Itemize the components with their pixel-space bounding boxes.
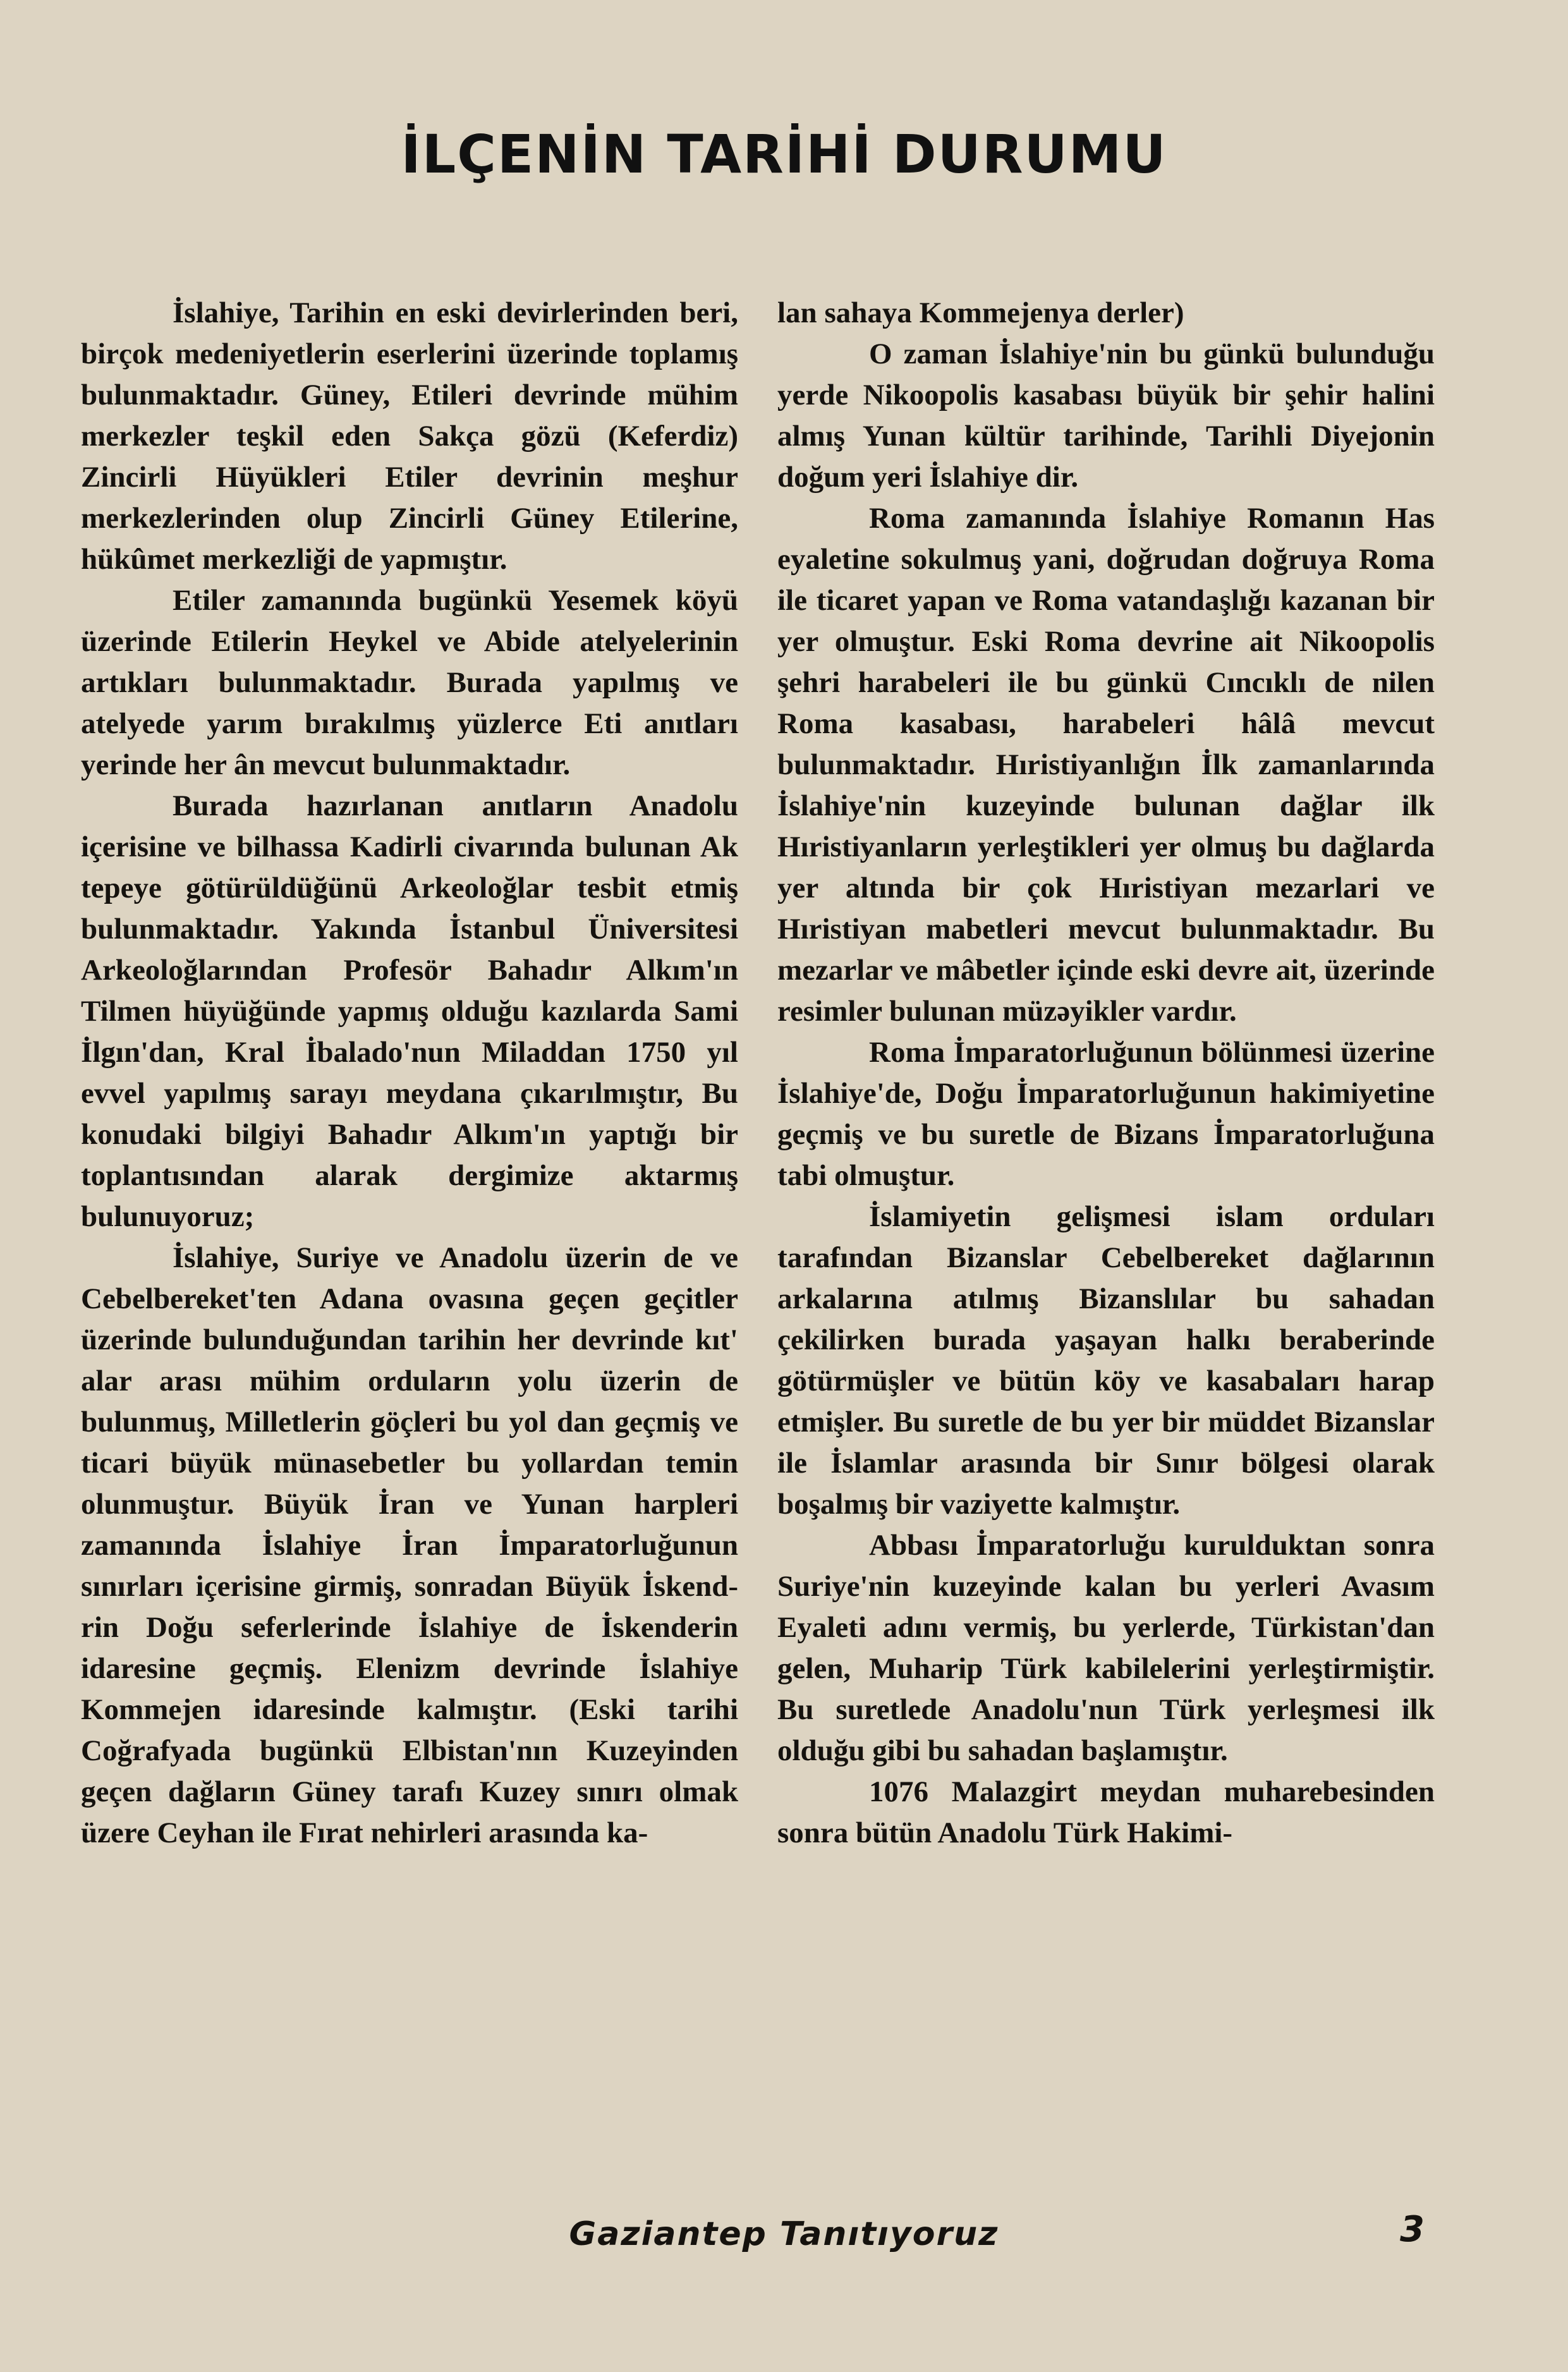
page-title: İLÇENİN TARİHİ DURUMU (401, 123, 1167, 185)
page-number: 3 (1400, 2209, 1425, 2250)
right-column (777, 293, 1435, 2176)
paragraph: lan sahaya Kommejenya derler) (777, 296, 1184, 329)
publication-footer: Gaziantep Tanıtıyoruz (569, 2215, 999, 2253)
paragraph: O zaman İslahiye'nin bu günkü bulunduğu yerde Nikoopolis kasabası büyük bir şehir halini almış Yunan kültür tarihinde, Tarihli Diyejonin doğum yeri İslahiye dir. (777, 338, 1435, 494)
paragraph: Roma zamanında İslahiye Romanın Has eyaletine sokulmuş yani, doğrudan doğruya Roma ile ticaret yapan ve Roma vatandaşlığı kazanan bir yer olmuştur. Eski Roma devrine ait Nikoopolis şehri harabeleri ile bu günkü Cıncıklı de nilen Roma kasabası, harabeleri hâlâ mevcut bulunmaktadır. Hıristiyanlığın İlk zamanlarında İslahiye'nin kuzeyinde bulunan dağlar ilk Hıristiyanların yerleştikleri yer olmuş bu dağlarda yer altında bir çok Hıristiyan mezarlari ve Hıristiyan mabetleri mevcut bulunmaktadır. Bu mezarlar ve mâbetler içinde eski devre ait, üzerinde resimler bulunan müzəyikler vardır. (777, 502, 1435, 1028)
paragraph: Roma İmparatorluğunun bölünmesi üzerine İslahiye'de, Doğu İmparatorluğunun hakimiyetine geçmiş ve bu suretle de Bizans İmparatorluğuna tabi olmuştur. (777, 1036, 1435, 1192)
paragraph: İslahiye, Tarihin en eski devirlerinden beri, birçok medeniyetlerin eserlerini üzerinde toplamış bulunmaktadır. Güney, Etileri devrinde mühim merkezler teşkil eden Sakça gözü (Keferdiz) Zincirli Hüyükleri Etiler devrinin meşhur merkezlerinden olup Zincirli Güney Etilerine, hükûmet merkezliği de yapmıştır. (81, 296, 738, 576)
paragraph: İslamiyetin gelişmesi islam orduları tarafından Bizanslar Cebelbereket dağlarının arkalarına atılmış Bizanslılar bu sahadan çekilirken burada yaşayan halkı beraberinde götürmüşler ve bütün köy ve kasabaları harap etmişler. Bu suretle de bu yer bir müddet Bizanslar ile İslamlar arasında bir Sınır bölgesi olarak boşalmış bir vaziyette kalmıştır. (777, 1200, 1435, 1521)
left-column (81, 293, 738, 2176)
paragraph: İslahiye, Suriye ve Anadolu üzerin de ve Cebelbereket'ten Adana ovasına geçen geçitler üzerinde bulunduğundan tarihin her devrinde kıt' alar arası mühim orduların yolu üzerin de bulunmuş, Milletlerin göçleri bu yol dan geçmiş ve ticari büyük münasebetler bu yollardan temin olunmuştur. Büyük İran ve Yunan harpleri zamanında İslahiye İran İmparatorluğunun sınırları içerisine girmiş, sonradan Büyük İskend-rin Doğu seferlerinde İslahiye de İskenderin idaresine geçmiş. Elenizm devrinde İslahiye Kommejen idaresinde kalmıştır. (Eski tarihi Coğrafyada bugünkü Elbistan'nın Kuzeyinden geçen dağların Güney tarafı Kuzey sınırı olmak üzere Ceyhan ile Fırat nehirleri arasında ka- (81, 1241, 738, 1849)
paragraph: Etiler zamanında bugünkü Yesemek köyü üzerinde Etilerin Heykel ve Abide atelyelerinin artıkları bulunmaktadır. Burada yapılmış ve atelyede yarım bırakılmış yüzlerce Eti anıtları yerinde her ân mevcut bulunmaktadır. (81, 584, 738, 781)
paragraph: Abbası İmparatorluğu kurulduktan sonra Suriye'nin kuzeyinde kalan bu yerleri Avasım Eyaleti adını vermiş, bu yerlerde, Türkistan'dan gelen, Muharip Türk kabilelerini yerleştirmiştir. Bu suretlede Anadolu'nun Türk yerleşmesi ilk olduğu gibi bu sahadan başlamıştır. (777, 1529, 1435, 1767)
paragraph: Burada hazırlanan anıtların Anadolu içerisine ve bilhassa Kadirli civarında bulunan Ak tepeye götürüldüğünü Arkeoloğlar tesbit etmiş bulunmaktadır. Yakında İstanbul Üniversitesi Arkeoloğlarından Profesör Bahadır Alkım'ın Tilmen hüyüğünde yapmış olduğu kazılarda Sami İlgın'dan, Kral İbalado'nun Miladdan 1750 yıl evvel yapılmış sarayı meydana çıkarılmıştır, Bu konudaki bilgiyi Bahadır Alkım'ın yaptığı bir toplantısından alarak dergimize aktarmış bulunuyoruz; (81, 789, 738, 1233)
paragraph: 1076 Malazgirt meydan muharebesinden sonra bütün Anadolu Türk Hakimi- (777, 1775, 1435, 1849)
